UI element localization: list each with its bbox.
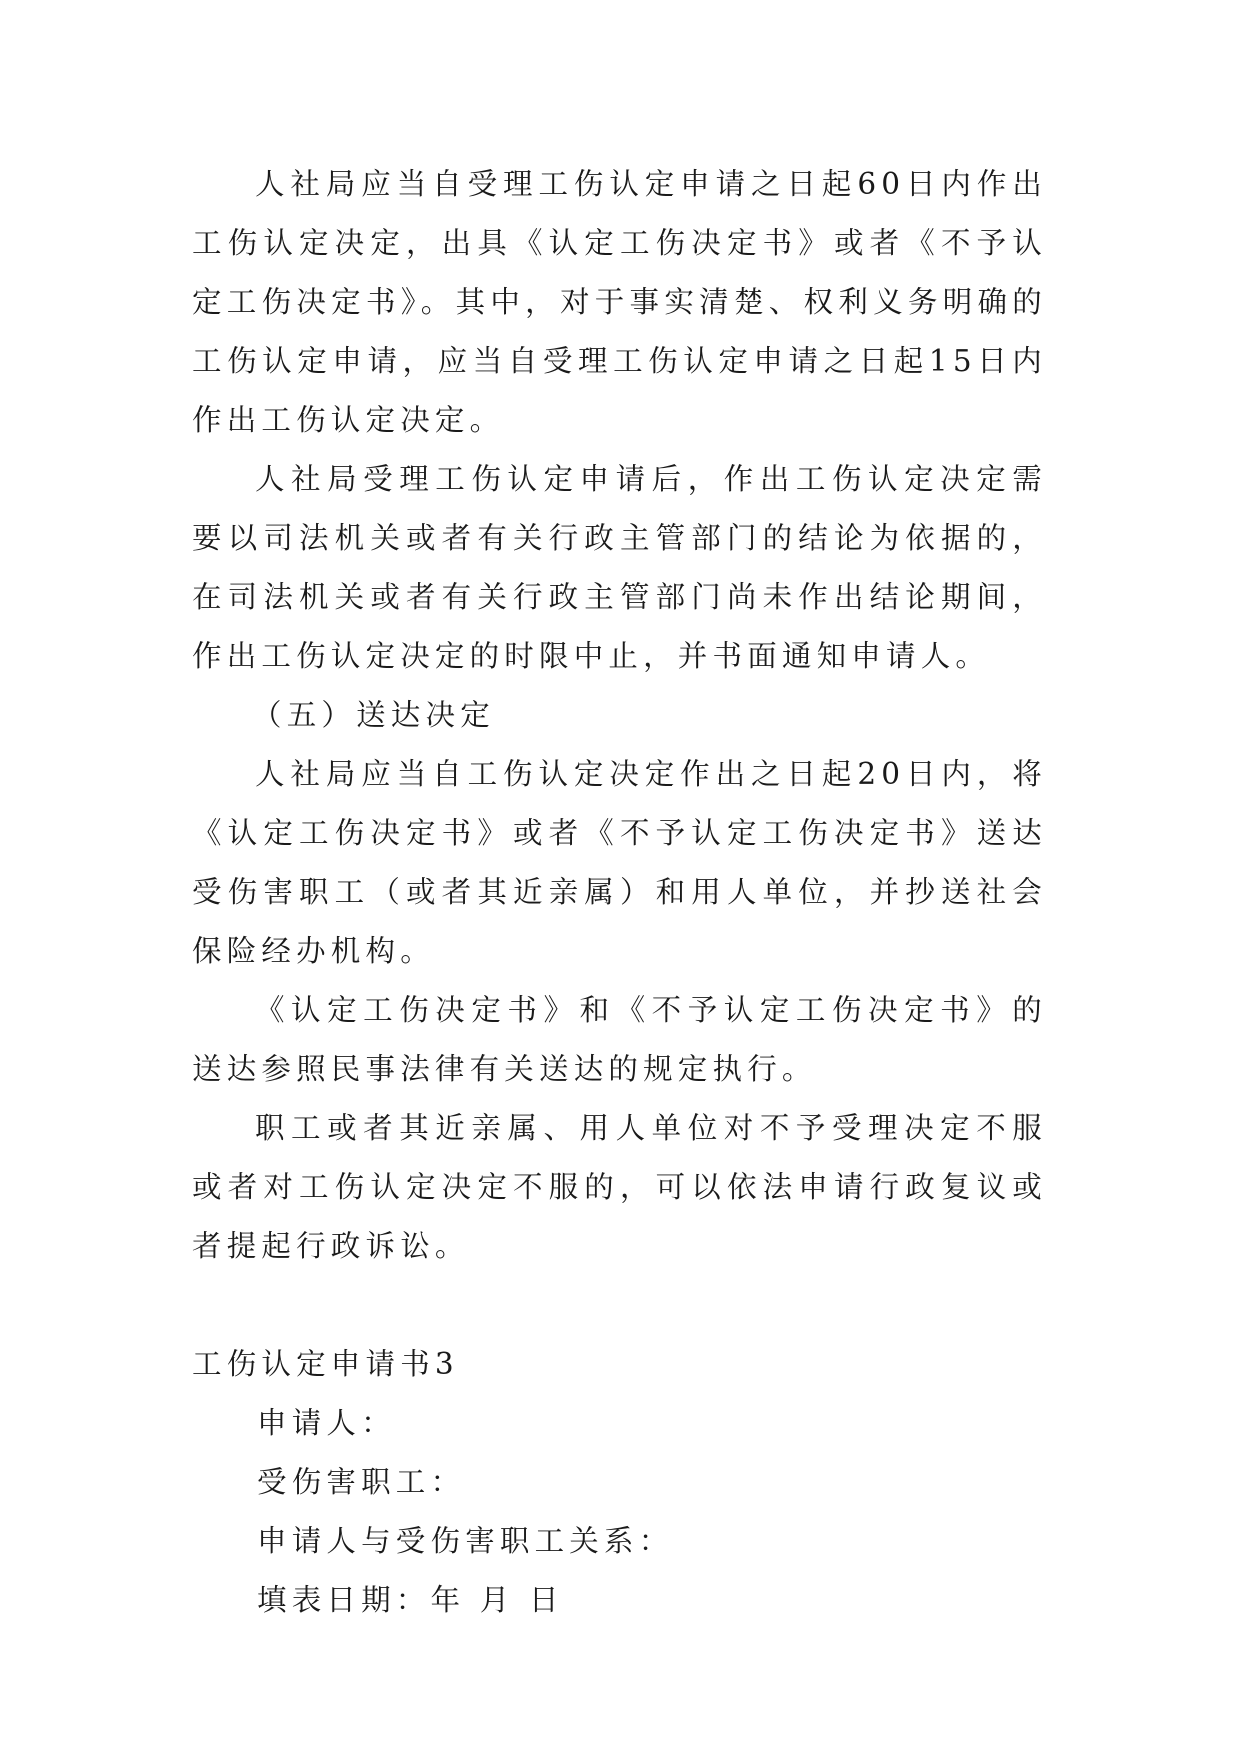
applicant-field-label: 申请人： [257, 1406, 396, 1440]
section-heading-delivery: （五）送达决定 [252, 698, 495, 732]
document-page [192, 155, 1047, 1630]
paragraph-delivery-rules: 《认定工伤决定书》和《不予认定工伤决定书》的送达参照民事法律有关送达的规定执行。 [192, 993, 1047, 1086]
paragraph-decision-deadline: 人社局应当自受理工伤认定申请之日起60日内作出工伤认定决定，出具《认定工伤决定书》或者《不予认定工伤决定书》。其中，对于事实清楚、权利义务明确的工伤认定申请，应当自受理工伤认定申请之日起15日内作出工伤认定决定。 [192, 167, 1047, 437]
fill-date-field-label: 填表日期：年 月 日 [257, 1583, 564, 1617]
injured-worker-field-label: 受伤害职工： [257, 1465, 466, 1499]
paragraph-decision-suspension: 人社局受理工伤认定申请后，作出工伤认定决定需要以司法机关或者有关行政主管部门的结论为依据的，在司法机关或者有关行政主管部门尚未作出结论期间，作出工伤认定决定的时限中止，并书面通知申请人。 [192, 462, 1047, 673]
relationship-field-label: 申请人与受伤害职工关系： [257, 1524, 674, 1558]
paragraph-appeal-rights: 职工或者其近亲属、用人单位对不予受理决定不服或者对工伤认定决定不服的，可以依法申请行政复议或者提起行政诉讼。 [192, 1111, 1047, 1263]
paragraph-delivery-deadline: 人社局应当自工伤认定决定作出之日起20日内，将《认定工伤决定书》或者《不予认定工伤决定书》送达受伤害职工（或者其近亲属）和用人单位，并抄送社会保险经办机构。 [192, 757, 1047, 968]
application-form-title: 工伤认定申请书3 [192, 1347, 459, 1381]
